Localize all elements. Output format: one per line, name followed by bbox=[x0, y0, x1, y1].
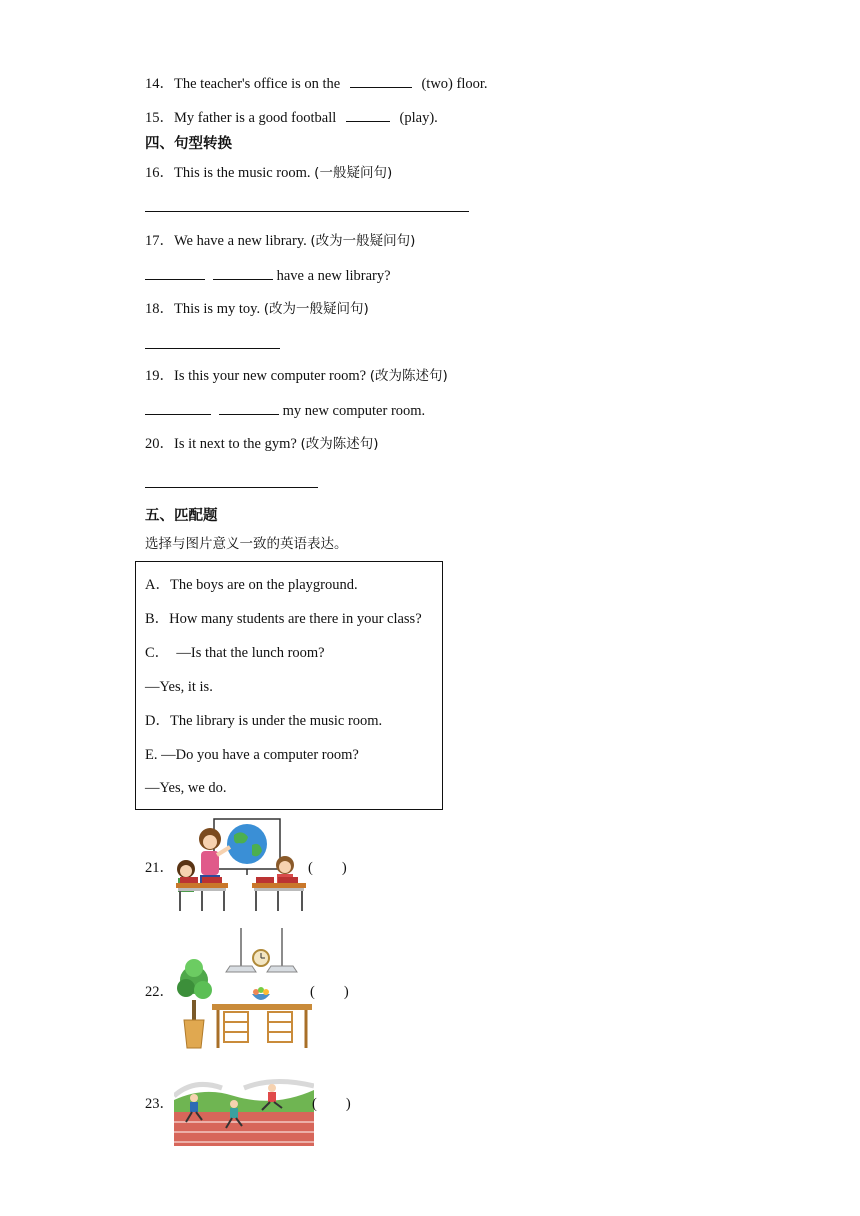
lunch-room-table-illustration bbox=[172, 928, 314, 1050]
question-19: 19．Is this your new computer room? (改为陈述句) bbox=[145, 368, 448, 384]
option-b: B．How many students are there in your class? bbox=[145, 611, 422, 627]
option-a: A．The boys are on the playground. bbox=[145, 577, 358, 593]
answer-paren[interactable]: ( ) bbox=[310, 984, 349, 1000]
answer-line[interactable] bbox=[145, 487, 318, 488]
question-18: 18．This is my toy. (改为一般疑问句) bbox=[145, 301, 369, 317]
question-21-number: 21． bbox=[145, 860, 174, 876]
classroom-teacher-globe-illustration bbox=[172, 817, 312, 914]
question-15: 15．My father is a good football (play). bbox=[145, 110, 438, 126]
question-16: 16．This is the music room. (一般疑问句) bbox=[145, 165, 393, 181]
answer-blank[interactable] bbox=[145, 266, 205, 280]
answer-blank[interactable] bbox=[213, 266, 273, 280]
question-20: 20．Is it next to the gym? (改为陈述句) bbox=[145, 436, 379, 452]
answer-blank[interactable] bbox=[346, 108, 390, 122]
section-title-matching: 五、匹配题 bbox=[145, 508, 218, 524]
answer-line[interactable] bbox=[145, 348, 280, 349]
answer-line[interactable] bbox=[145, 211, 469, 212]
answer-blank[interactable] bbox=[219, 401, 279, 415]
question-14: 14．The teacher's office is on the (two) floor. bbox=[145, 76, 488, 92]
option-c-answer: —Yes, it is. bbox=[145, 679, 213, 695]
answer-19: my new computer room. bbox=[145, 401, 425, 420]
playground-running-track-illustration bbox=[174, 1070, 314, 1146]
option-e-question: E. —Do you have a computer room? bbox=[145, 747, 359, 763]
section-title-sentence-transform: 四、句型转换 bbox=[145, 136, 232, 152]
answer-17: have a new library? bbox=[145, 266, 391, 285]
question-17: 17．We have a new library. (改为一般疑问句) bbox=[145, 233, 416, 249]
option-d: D．The library is under the music room. bbox=[145, 713, 383, 729]
answer-paren[interactable]: ( ) bbox=[308, 860, 347, 876]
question-22-number: 22． bbox=[145, 984, 174, 1000]
question-23-number: 23． bbox=[145, 1096, 174, 1112]
section-instruction: 选择与图片意义一致的英语表达。 bbox=[145, 536, 348, 552]
option-c-question: C． —Is that the lunch room? bbox=[145, 645, 325, 661]
answer-blank[interactable] bbox=[145, 401, 211, 415]
answer-blank[interactable] bbox=[350, 74, 412, 88]
option-e-answer: —Yes, we do. bbox=[145, 780, 227, 796]
answer-paren[interactable]: ( ) bbox=[312, 1096, 351, 1112]
